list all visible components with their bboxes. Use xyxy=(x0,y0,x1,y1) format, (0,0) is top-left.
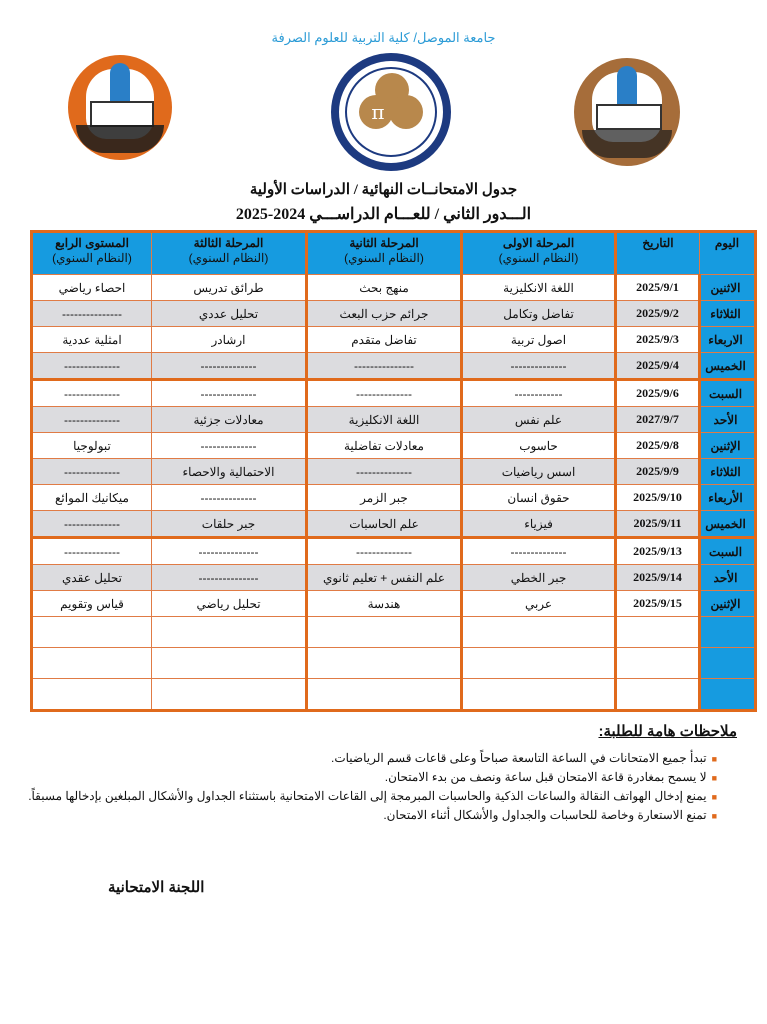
cell-stage3: ارشادر xyxy=(152,327,307,353)
cell-stage1: حقوق انسان xyxy=(462,485,616,511)
cell-level4: -------------- xyxy=(32,407,152,433)
cell-stage3: معادلات جزئية xyxy=(152,407,307,433)
bullet-icon: ■ xyxy=(711,773,717,783)
notes-title: ملاحظات هامة للطلبة: xyxy=(598,723,737,740)
table-row xyxy=(32,327,756,353)
column-header-stage1: المرحلة الاولى (النظام السنوي) xyxy=(462,232,616,275)
bullet-icon: ■ xyxy=(711,792,717,802)
cell-stage3: طرائق تدريس xyxy=(152,275,307,301)
cell-stage2: -------------- xyxy=(307,380,462,407)
cell-stage1: اسس رياضيات xyxy=(462,459,616,485)
exam-schedule-table xyxy=(30,230,757,712)
table-row xyxy=(32,485,756,511)
empty-cell xyxy=(307,617,462,648)
empty-cell xyxy=(700,648,756,679)
cell-stage2: تفاضل متقدم xyxy=(307,327,462,353)
cell-stage3: -------------- xyxy=(152,353,307,380)
cell-date: 2025/9/10 xyxy=(616,485,700,511)
empty-table-row xyxy=(32,679,756,711)
cell-stage3: --------------- xyxy=(152,565,307,591)
cell-level4: ميكانيك الموائع xyxy=(32,485,152,511)
empty-cell xyxy=(152,648,307,679)
cell-date: 2025/9/9 xyxy=(616,459,700,485)
column-header-level4: المستوى الرابع (النظام السنوي) xyxy=(32,232,152,275)
table-row xyxy=(32,407,756,433)
empty-cell xyxy=(307,648,462,679)
table-row xyxy=(32,380,756,407)
cell-stage2: اللغة الانكليزية xyxy=(307,407,462,433)
empty-cell xyxy=(32,648,152,679)
empty-cell xyxy=(462,617,616,648)
cell-stage1: اصول تربية xyxy=(462,327,616,353)
empty-cell xyxy=(700,617,756,648)
schedule-subtitle: الـــدور الثاني / للعـــام الدراســـي 2024-2025 xyxy=(235,206,532,223)
cell-stage3: تحليل رياضي xyxy=(152,591,307,617)
cell-day: الثلاثاء xyxy=(700,459,756,485)
cell-date: 2025/9/14 xyxy=(616,565,700,591)
cell-level4: قياس وتقويم xyxy=(32,591,152,617)
cell-stage2: علم الحاسبات xyxy=(307,511,462,538)
cell-stage1: تفاضل وتكامل xyxy=(462,301,616,327)
cell-level4: -------------- xyxy=(32,511,152,538)
cell-day: الاثنين xyxy=(700,275,756,301)
cell-level4: -------------- xyxy=(32,353,152,380)
college-logo xyxy=(574,58,680,166)
column-header-stage2: المرحلة الثانية (النظام السنوي) xyxy=(307,232,462,275)
math-department-logo: π xyxy=(331,53,451,171)
bullet-icon: ■ xyxy=(711,754,717,764)
cell-day: السبت xyxy=(700,380,756,407)
cell-stage2: --------------- xyxy=(307,353,462,380)
empty-cell xyxy=(462,679,616,711)
cell-date: 2025/9/8 xyxy=(616,433,700,459)
cell-day: الأحد xyxy=(700,565,756,591)
empty-cell xyxy=(307,679,462,711)
note-item: ■لا يسمح بمغادرة قاعة الامتحان قبل ساعة ونصف من بدء الامتحان. xyxy=(384,770,717,784)
cell-level4: -------------- xyxy=(32,538,152,565)
cell-stage2: -------------- xyxy=(307,459,462,485)
cell-stage1: فيزياء xyxy=(462,511,616,538)
empty-cell xyxy=(616,617,700,648)
cell-stage1: اللغة الانكليزية xyxy=(462,275,616,301)
table-header-row xyxy=(32,232,756,275)
table-row xyxy=(32,433,756,459)
cell-level4: -------------- xyxy=(32,380,152,407)
cell-day: الإثنين xyxy=(700,433,756,459)
cell-stage1: جبر الخطي xyxy=(462,565,616,591)
cell-stage3: --------------- xyxy=(152,538,307,565)
cell-day: الأحد xyxy=(700,407,756,433)
empty-cell xyxy=(32,679,152,711)
table-row xyxy=(32,301,756,327)
column-header-stage3: المرحلة الثالثة (النظام السنوي) xyxy=(152,232,307,275)
cell-day: الاربعاء xyxy=(700,327,756,353)
empty-table-row xyxy=(32,617,756,648)
note-item: ■تمنع الاستعارة وخاصة للحاسبات والجداول والأشكال أثناء الامتحان. xyxy=(383,808,717,822)
table-row xyxy=(32,511,756,538)
cell-level4: تبولوجيا xyxy=(32,433,152,459)
university-name: جامعة الموصل/ كلية التربية للعلوم الصرفة xyxy=(271,30,496,45)
university-logo xyxy=(68,55,172,160)
cell-date: 2027/9/7 xyxy=(616,407,700,433)
cell-stage3: الاحتمالية والاحصاء xyxy=(152,459,307,485)
cell-level4: --------------- xyxy=(32,301,152,327)
cell-date: 2025/9/11 xyxy=(616,511,700,538)
table-row xyxy=(32,565,756,591)
cell-stage2: -------------- xyxy=(307,538,462,565)
cell-stage2: هندسة xyxy=(307,591,462,617)
cell-date: 2025/9/15 xyxy=(616,591,700,617)
cell-stage3: تحليل عددي xyxy=(152,301,307,327)
cell-date: 2025/9/1 xyxy=(616,275,700,301)
cell-stage1: علم نفس xyxy=(462,407,616,433)
empty-cell xyxy=(152,679,307,711)
cell-stage2: معادلات تفاضلية xyxy=(307,433,462,459)
empty-cell xyxy=(700,679,756,711)
cell-date: 2025/9/13 xyxy=(616,538,700,565)
cell-stage2: علم النفس + تعليم ثانوي xyxy=(307,565,462,591)
bullet-icon: ■ xyxy=(711,811,717,821)
cell-day: الإثنين xyxy=(700,591,756,617)
cell-date: 2025/9/4 xyxy=(616,353,700,380)
table-row xyxy=(32,353,756,380)
table-row xyxy=(32,538,756,565)
cell-day: السبت xyxy=(700,538,756,565)
column-header-date: التاريخ xyxy=(616,232,700,275)
cell-day: الأربعاء xyxy=(700,485,756,511)
notes-list xyxy=(17,750,717,826)
column-header-day: اليوم xyxy=(700,232,756,275)
cell-stage2: جبر الزمر xyxy=(307,485,462,511)
empty-cell xyxy=(152,617,307,648)
cell-stage1: عربي xyxy=(462,591,616,617)
cell-stage3: -------------- xyxy=(152,485,307,511)
cell-stage1: -------------- xyxy=(462,353,616,380)
cell-stage3: جبر حلقات xyxy=(152,511,307,538)
cell-date: 2025/9/6 xyxy=(616,380,700,407)
empty-table-row xyxy=(32,648,756,679)
cell-level4: احصاء رياضي xyxy=(32,275,152,301)
empty-cell xyxy=(462,648,616,679)
empty-cell xyxy=(616,679,700,711)
cell-level4: امثلية عددية xyxy=(32,327,152,353)
cell-day: الخميس xyxy=(700,511,756,538)
table-row xyxy=(32,591,756,617)
cell-stage3: -------------- xyxy=(152,380,307,407)
note-item: ■تبدأ جميع الامتحانات في الساعة التاسعة صباحاً وعلى قاعات قسم الرياضيات. xyxy=(331,751,717,765)
table-row xyxy=(32,275,756,301)
cell-stage2: منهج بحث xyxy=(307,275,462,301)
exam-committee-signature: اللجنة الامتحانية xyxy=(108,879,205,896)
cell-stage1: -------------- xyxy=(462,538,616,565)
cell-level4: -------------- xyxy=(32,459,152,485)
schedule-title: جدول الامتحانــات النهائية / الدراسات الأولية xyxy=(249,182,518,198)
cell-date: 2025/9/2 xyxy=(616,301,700,327)
cell-level4: تحليل عقدي xyxy=(32,565,152,591)
table-row xyxy=(32,459,756,485)
note-item: ■يمنع إدخال الهواتف النقالة والساعات الذكية والحاسبات المبرمجة إلى القاعات الامتحانية باستثناء الجداول والأشكال المبلغين بإدخالها مسبقاً. xyxy=(28,789,717,803)
cell-stage3: -------------- xyxy=(152,433,307,459)
cell-stage2: جرائم حزب البعث xyxy=(307,301,462,327)
cell-day: الثلاثاء xyxy=(700,301,756,327)
empty-cell xyxy=(32,617,152,648)
cell-stage1: حاسوب xyxy=(462,433,616,459)
cell-date: 2025/9/3 xyxy=(616,327,700,353)
cell-stage1: ------------ xyxy=(462,380,616,407)
empty-cell xyxy=(616,648,700,679)
cell-day: الخميس xyxy=(700,353,756,380)
